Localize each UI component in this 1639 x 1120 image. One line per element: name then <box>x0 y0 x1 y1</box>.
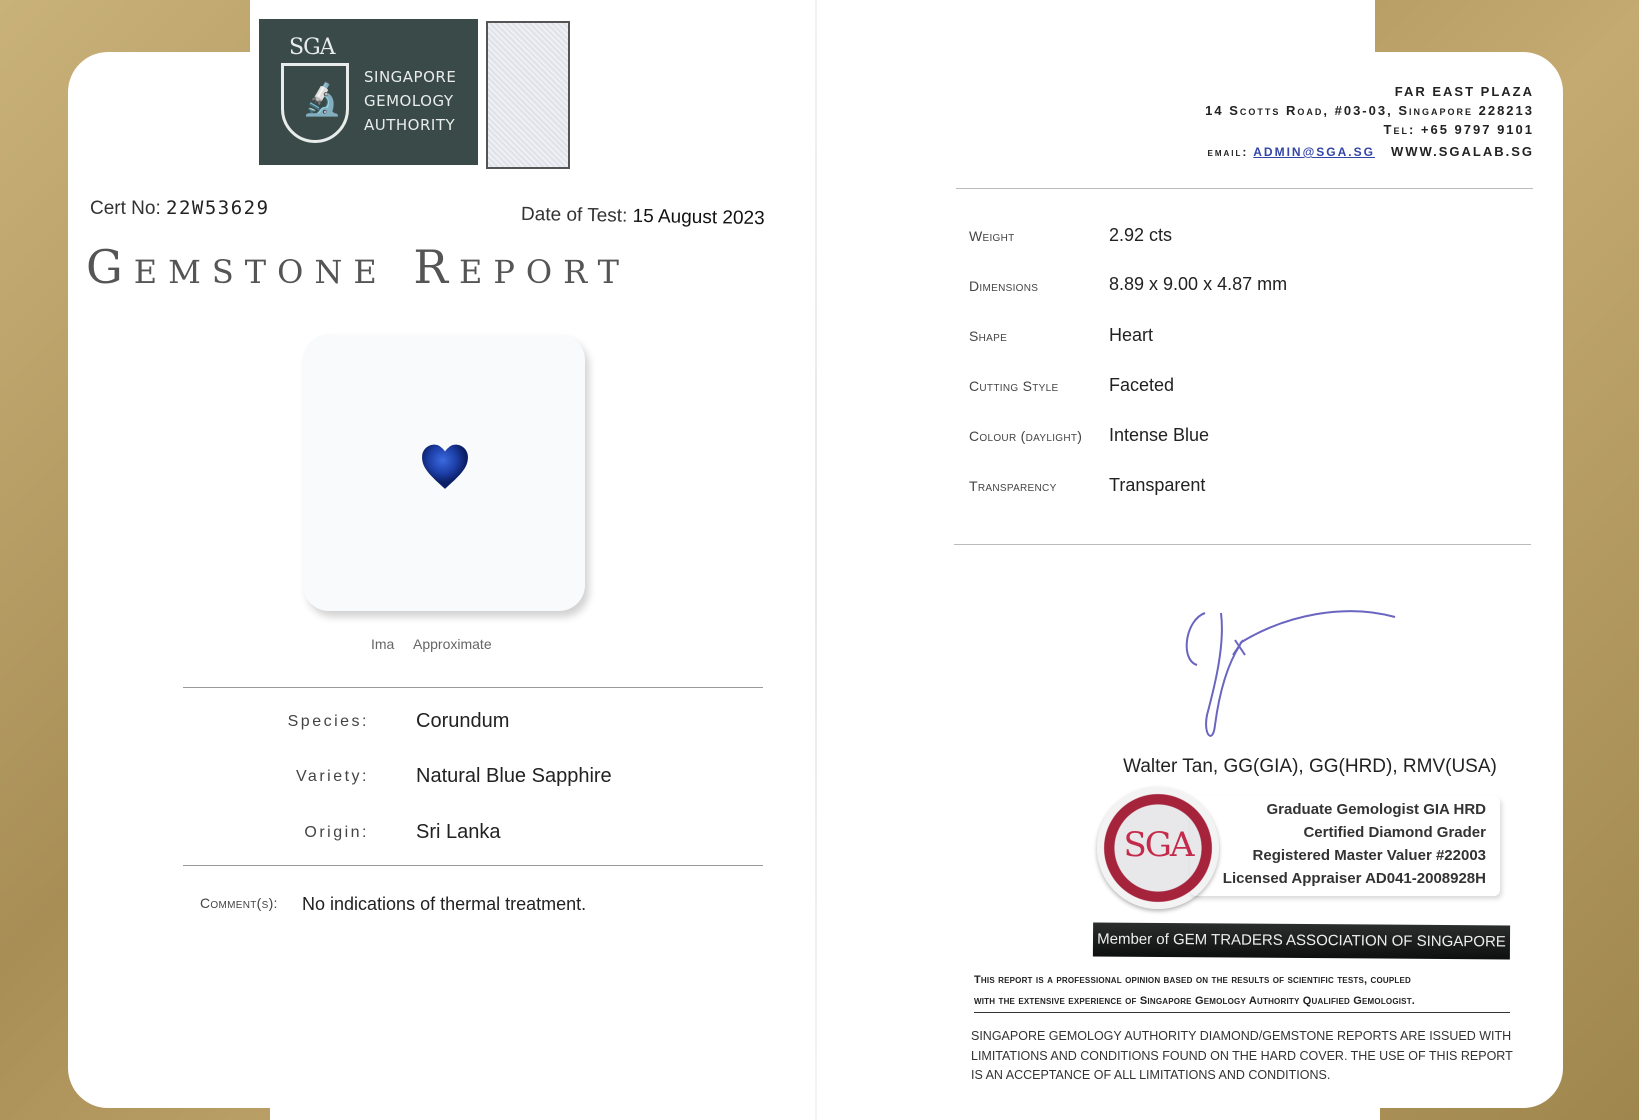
disclaimer-line: LIMITATIONS AND CONDITIONS FOUND ON THE HARD COVER. THE USE OF THIS REPORT <box>971 1048 1513 1063</box>
origin-label: Origin: <box>304 824 369 841</box>
colour-label: Colour (daylight) <box>969 428 1083 444</box>
disclaimer-line: This report is a professional opinion based on the results of scientific tests, coupled <box>974 974 1412 986</box>
phone: Tel: +65 9797 9101 <box>1383 122 1534 137</box>
shape-value: Heart <box>1109 325 1154 345</box>
disclaimer-line: with the extensive experience of Singapore Gemology Authority Qualified Gemologist. <box>974 995 1416 1007</box>
hologram-sticker <box>486 21 570 169</box>
cert-label: Cert No: <box>90 198 161 219</box>
dimensions-value: 8.89 x 9.00 x 4.87 mm <box>1109 274 1288 294</box>
logo-line: SINGAPORE <box>364 68 457 86</box>
test-date <box>521 204 765 230</box>
website: WWW.SGALAB.SG <box>1391 144 1534 159</box>
signature <box>1185 605 1400 750</box>
disclaimer-line: SINGAPORE GEMOLOGY AUTHORITY DIAMOND/GEMSTONE REPORTS ARE ISSUED WITH <box>971 1029 1512 1043</box>
cert-number <box>90 197 270 220</box>
cutting-style-label: Cutting Style <box>969 378 1059 394</box>
cutting-style-value: Faceted <box>1109 375 1175 395</box>
logo-line: GEMOLOGY <box>364 92 454 110</box>
sga-logo <box>259 19 478 165</box>
divider <box>956 188 1533 189</box>
microscope-shield-icon: 🔬 <box>281 63 349 143</box>
weight-label: Weight <box>969 228 1015 244</box>
email-label: email: <box>1207 145 1249 159</box>
divider <box>183 865 763 866</box>
colour-value: Intense Blue <box>1109 425 1210 445</box>
disclaimer-conditions <box>971 1027 1521 1086</box>
image-caption: Ima Approximate <box>371 636 492 652</box>
report-title: Gemstone Report <box>86 240 630 294</box>
paper-tab <box>270 1090 1380 1120</box>
comment-value: No indications of thermal treatment. <box>302 894 587 914</box>
divider <box>954 544 1531 545</box>
logo-abbr: SGA <box>289 35 335 60</box>
credentials-box <box>1190 796 1500 896</box>
weight-value: 2.92 cts <box>1109 225 1173 245</box>
address-line: 14 Scotts Road, #03-03, Singapore 228213 <box>1205 103 1534 118</box>
signatory-name: Walter Tan, GG(GIA), GG(HRD), RMV(USA) <box>1123 756 1497 777</box>
divider <box>974 1012 1510 1013</box>
credential: Graduate Gemologist GIA HRD <box>1266 801 1486 818</box>
origin-value: Sri Lanka <box>416 821 501 843</box>
disclaimer-line: IS AN ACCEPTANCE OF ALL LIMITATIONS AND CONDITIONS. <box>971 1068 1331 1082</box>
paper-tab <box>815 0 1375 60</box>
comment-label: Comment(s): <box>200 895 278 911</box>
disclaimer-opinion <box>974 970 1510 1012</box>
species-label: Species: <box>287 713 369 730</box>
cert-value: 22W53629 <box>166 197 270 219</box>
address-line: FAR EAST PLAZA <box>1394 84 1534 99</box>
contact-line <box>1207 144 1534 159</box>
dimensions-label: Dimensions <box>969 278 1039 294</box>
credential: Registered Master Valuer #22003 <box>1252 847 1486 864</box>
email-link[interactable]: ADMIN@SGA.SG <box>1253 145 1375 159</box>
logo-line: AUTHORITY <box>364 116 456 134</box>
logo-name <box>364 65 456 137</box>
variety-value: Natural Blue Sapphire <box>416 765 612 787</box>
seal-text: SGA <box>1123 825 1193 865</box>
variety-label: Variety: <box>295 768 369 785</box>
species-value: Corundum <box>416 710 510 732</box>
date-label: Date of Test: <box>520 203 628 227</box>
credential: Certified Diamond Grader <box>1303 824 1486 841</box>
shape-label: Shape <box>969 328 1008 344</box>
transparency-value: Transparent <box>1109 475 1206 495</box>
divider <box>183 687 763 688</box>
credential: Licensed Appraiser AD041-2008928H <box>1222 870 1486 887</box>
page-fold <box>815 0 817 1120</box>
heart-sapphire-image <box>419 440 471 492</box>
date-value: 15 August 2023 <box>632 205 765 230</box>
membership-banner: Member of GEM TRADERS ASSOCIATION OF SINGAPORE <box>1093 923 1510 960</box>
transparency-label: Transparency <box>969 478 1057 494</box>
